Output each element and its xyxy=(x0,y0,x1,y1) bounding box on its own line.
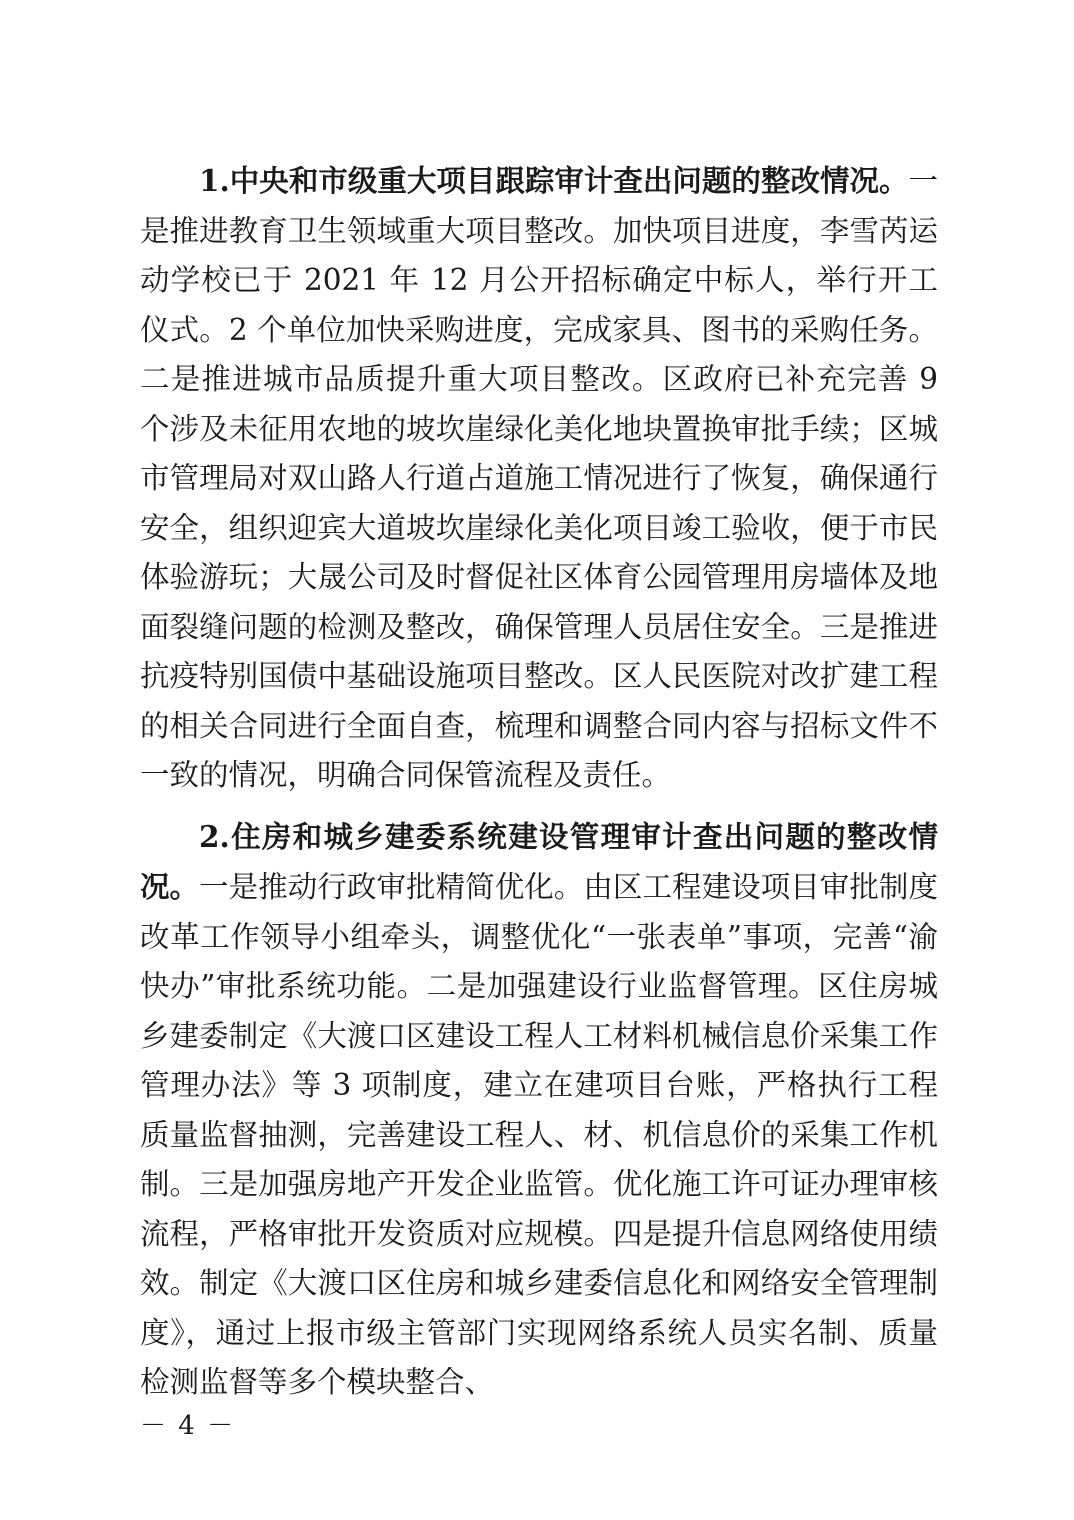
paragraph-1 xyxy=(140,156,938,801)
paragraph-2 xyxy=(140,812,938,1408)
paragraph-1-body: 一是推进教育卫生领域重大项目整改。加快项目进度，李雪芮运动学校已于 2021 年 12 月公开招标确定中标人，举行开工仪式。2 个单位加快采购进度，完成家具、图书的采购任务。二是推进城市品质提升重大项目整改。区政府已补充完善 9 个涉及未征用农地的坡坎崖绿化美化地块置换审批手续；区城市管理局对双山路人行道占道施工情况进行了恢复，确保通行安全，组织迎宾大道坡坎崖绿化美化项目竣工验收，便于市民体验游玩；大晟公司及时督促社区体育公园管理用房墙体及地面裂缝问题的检测及整改，确保管理人员居住安全。三是推进抗疫特别国债中基础设施项目整改。区人民医院对改扩建工程的相关合同进行全面自查，梳理和调整合同内容与招标文件不一致的情况，明确合同保管流程及责任。 xyxy=(140,164,938,792)
paragraph-2-heading: 2.住房和城乡建委系统建设管理审计查出问题的整改情况。 xyxy=(140,818,938,904)
page-number: － 4 － xyxy=(140,1411,236,1441)
paragraph-2-body: 一是推动行政审批精简优化。由区工程建设项目审批制度改革工作领导小组牵头，调整优化“一张表单”事项，完善“渝快办”审批系统功能。二是加强建设行业监督管理。区住房城乡建委制定《大渡口区建设工程人工材料机械信息价采集工作管理办法》等 3 项制度，建立在建项目台账，严格执行工程质量监督抽测，完善建设工程人、材、机信息价的采集工作机制。三是加强房地产开发企业监管。优化施工许可证办理审核流程，严格审批开发资质对应规模。四是提升信息网络使用绩效。制定《大渡口区住房和城乡建委信息化和网络安全管理制度》，通过上报市级主管部门实现网络系统人员实名制、质量检测监督等多个模块整合、 xyxy=(140,870,938,1399)
paragraph-1-heading: 1.中央和市级重大项目跟踪审计查出问题的整改情况。 xyxy=(199,163,909,198)
document-body xyxy=(140,156,938,1419)
